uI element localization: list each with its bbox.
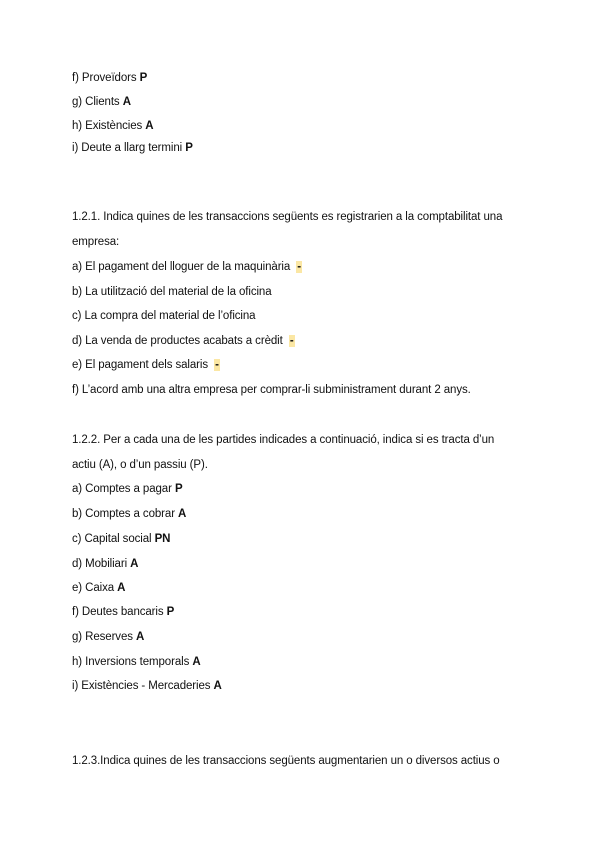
item-text: d) La venda de productes acabats a crèdit — [72, 335, 283, 347]
list-item — [72, 532, 170, 546]
item-text: e) El pagament dels salaris — [72, 359, 209, 371]
list-item — [72, 605, 174, 619]
list-item — [72, 655, 201, 669]
question-heading: 1.2.2. Per a cada una de les partides indicades a continuació, indica si es tracta d’un — [72, 434, 495, 446]
item-text: g) Clients — [72, 96, 120, 108]
list-item — [72, 358, 220, 372]
list-item — [72, 309, 255, 323]
list-item — [72, 334, 295, 348]
item-answer: PN — [154, 533, 171, 545]
item-text: f) Proveïdors — [72, 72, 137, 84]
item-text: i) Existències - Mercaderies — [72, 680, 211, 692]
list-item — [72, 285, 272, 299]
list-item — [72, 119, 154, 133]
list-item — [72, 557, 138, 571]
question-heading-continued: empresa: — [72, 236, 120, 248]
item-answer: P — [185, 142, 193, 154]
list-item — [72, 581, 125, 595]
item-answer: A — [213, 680, 222, 692]
list-item — [72, 71, 147, 85]
item-answer: A — [178, 508, 187, 520]
item-text: f) L’acord amb una altra empresa per comprar-li subministrament durant 2 anys. — [72, 384, 471, 396]
highlight-mark: - — [215, 359, 219, 371]
item-text: a) El pagament del lloguer de la maquinària — [72, 261, 291, 273]
item-text: h) Existències — [72, 120, 143, 132]
list-item — [72, 630, 144, 644]
list-item — [72, 507, 186, 521]
item-text: a) Comptes a pagar — [72, 483, 172, 495]
item-answer: A — [136, 631, 145, 643]
item-text: g) Reserves — [72, 631, 133, 643]
question-heading-continued: actiu (A), o d’un passiu (P). — [72, 459, 208, 471]
item-text: i) Deute a llarg termini — [72, 142, 183, 154]
list-item — [72, 260, 302, 274]
item-text: h) Inversions temporals — [72, 656, 190, 668]
list-item — [72, 141, 193, 155]
item-text: b) La utilització del material de la oficina — [72, 286, 272, 298]
item-answer: A — [145, 120, 154, 132]
item-answer: A — [130, 558, 139, 570]
item-text: e) Caixa — [72, 582, 115, 594]
item-answer: P — [166, 606, 175, 618]
item-answer: A — [192, 656, 201, 668]
question-heading: 1.2.1. Indica quines de les transaccions següents es registrarien a la comptabilitat una — [72, 211, 503, 223]
item-text: c) Capital social — [72, 533, 152, 545]
item-answer: A — [117, 582, 126, 594]
list-item — [72, 383, 471, 397]
item-text: c) La compra del material de l’oficina — [72, 310, 256, 322]
highlight-mark: - — [297, 261, 302, 273]
list-item — [72, 679, 222, 693]
question-heading: 1.2.3.Indica quines de les transaccions següents augmentarien un o diversos actius o — [72, 755, 500, 767]
list-item — [72, 482, 183, 496]
item-answer: P — [139, 72, 148, 84]
highlight-mark: - — [289, 335, 294, 347]
item-text: d) Mobiliari — [72, 558, 128, 570]
item-text: b) Comptes a cobrar — [72, 508, 175, 520]
item-text: f) Deutes bancaris — [72, 606, 164, 618]
list-item — [72, 95, 131, 109]
item-answer: P — [174, 483, 183, 495]
item-answer: A — [122, 96, 131, 108]
